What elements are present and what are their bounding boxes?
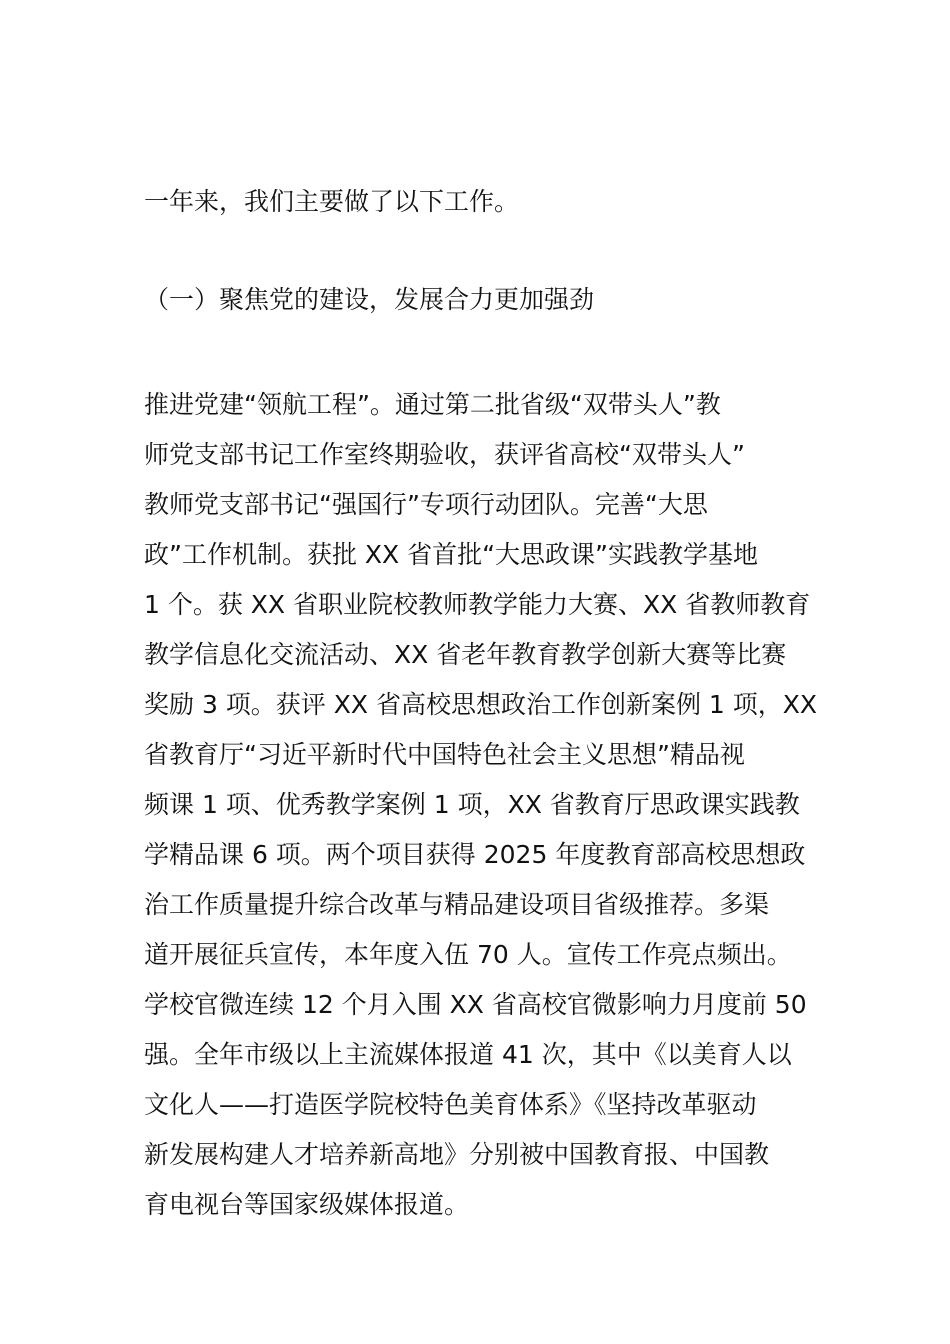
body-line: 奖励 3 项。获评 XX 省高校思想政治工作创新案例 1 项，XX [144, 690, 817, 719]
body-line: 频课 1 项、优秀教学案例 1 项，XX 省教育厅思政课实践教 [144, 790, 800, 819]
body-paragraph [144, 380, 824, 1230]
body-line: 学精品课 6 项。两个项目获得 2025 年度教育部高校思想政 [144, 840, 806, 869]
body-line: 推进党建“领航工程”。通过第二批省级“双带头人”教 [144, 390, 721, 419]
body-line: 强。全年市级以上主流媒体报道 41 次，其中《以美育人以 [144, 1040, 792, 1069]
body-line: 政”工作机制。获批 XX 省首批“大思政课”实践教学基地 [144, 540, 759, 569]
body-line: 教师党支部书记“强国行”专项行动团队。完善“大思 [144, 490, 708, 519]
body-line: 师党支部书记工作室终期验收，获评省高校“双带头人” [144, 440, 745, 469]
body-line: 育电视台等国家级媒体报道。 [144, 1190, 470, 1219]
body-line: 文化人——打造医学院校特色美育体系》《坚持改革驱动 [144, 1090, 757, 1119]
body-line: 道开展征兵宣传，本年度入伍 70 人。宣传工作亮点频出。 [144, 940, 792, 969]
body-line: 1 个。获 XX 省职业院校教师教学能力大赛、XX 省教师教育 [144, 590, 811, 619]
body-line: 治工作质量提升综合改革与精品建设项目省级推荐。多渠 [144, 890, 770, 919]
body-line: 新发展构建人才培养新高地》分别被中国教育报、中国教 [144, 1140, 770, 1169]
section-heading: （一）聚焦党的建设，发展合力更加强劲 [144, 285, 595, 314]
body-line: 学校官微连续 12 个月入围 XX 省高校官微影响力月度前 50 [144, 990, 807, 1019]
intro-paragraph: 一年来，我们主要做了以下工作。 [144, 187, 520, 216]
body-line: 省教育厅“习近平新时代中国特色社会主义思想”精品视 [144, 740, 745, 769]
body-line: 教学信息化交流活动、XX 省老年教育教学创新大赛等比赛 [144, 640, 787, 669]
